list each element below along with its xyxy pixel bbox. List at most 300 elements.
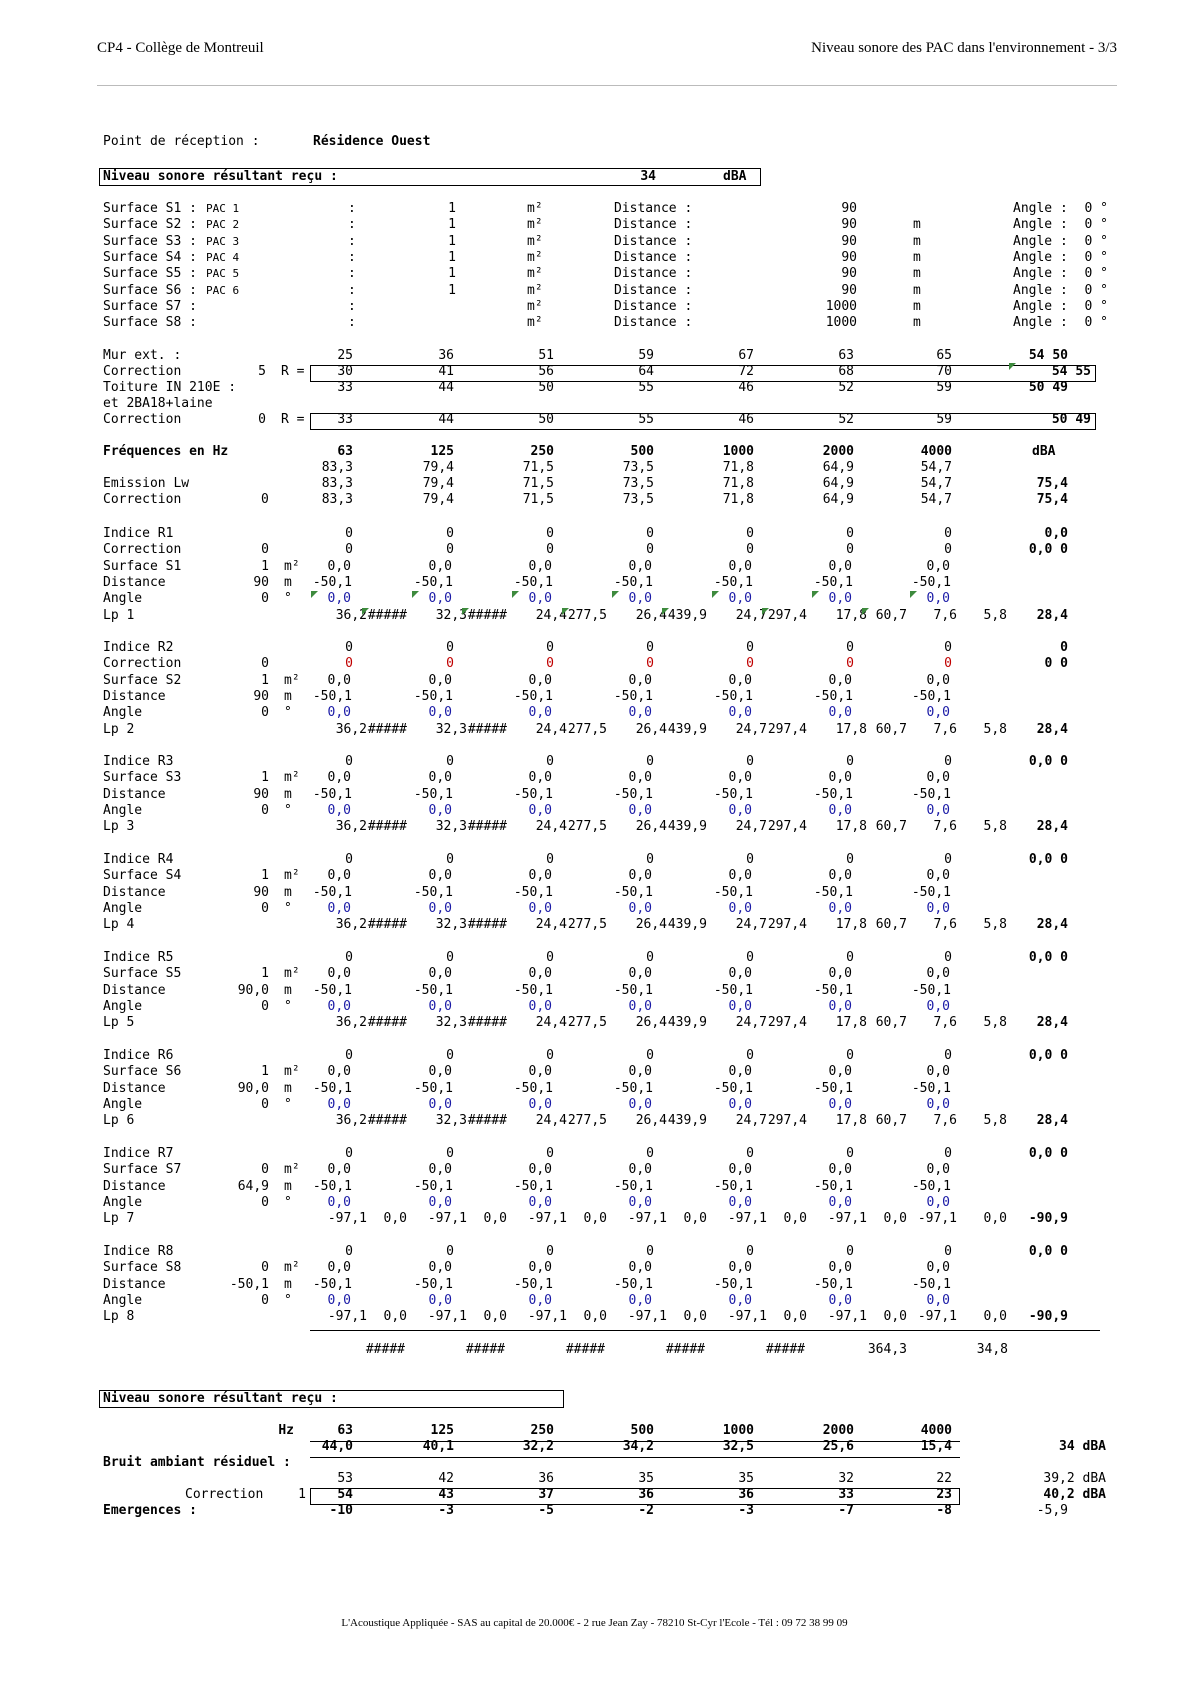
row-value: 0,0 <box>728 558 752 574</box>
row-value: 0 <box>446 542 454 558</box>
row-unit: m² <box>284 1162 300 1178</box>
lp-value: 0,0 <box>983 1211 1007 1227</box>
mur-value: 59 <box>638 348 654 363</box>
row-total: 0,0 0 <box>1028 1048 1068 1063</box>
emission-value: 54,7 <box>920 476 952 491</box>
summary-correction-num: 1 <box>298 1487 306 1502</box>
emission-total: 75,4 <box>1036 476 1068 491</box>
summary-correction-label: Correction <box>185 1487 264 1502</box>
lp-value: 0,0 <box>383 1309 407 1325</box>
row-value: 0,0 <box>628 1292 652 1308</box>
row-value: -50,1 <box>911 884 951 900</box>
lp-value: 26,4 <box>635 917 667 933</box>
row-value: -50,1 <box>312 1080 352 1096</box>
row-value: 0,0 <box>728 705 752 721</box>
summary-freq: 1000 <box>722 1423 754 1438</box>
table-bottom-rule <box>310 1330 1100 1331</box>
lp-value: ##### <box>367 721 407 737</box>
lp-value: 0,0 <box>583 1211 607 1227</box>
freq-correction-total: 75,4 <box>1036 492 1068 507</box>
row-value: 0 <box>546 1146 554 1161</box>
row-value: 0,0 <box>327 802 351 818</box>
row-unit: ° <box>284 705 292 721</box>
lp-value: 5,8 <box>983 607 1007 623</box>
mur-value: 63 <box>838 348 854 363</box>
row-value: -50,1 <box>613 1178 653 1194</box>
toiture-end: 50 49 <box>1028 380 1068 395</box>
row-label: Surface S5 <box>103 966 182 982</box>
summary-residual: 35 <box>738 1471 754 1486</box>
emission-value: 71,8 <box>722 476 754 491</box>
row-unit: m² <box>284 1260 300 1276</box>
surface-angle: 0 ° <box>1084 233 1108 249</box>
surface-distance: 90 <box>841 282 857 298</box>
row-value: 0,0 <box>528 900 552 916</box>
row-label: Distance <box>103 1276 166 1292</box>
footer: L'Acoustique Appliquée - SAS au capital de 20.000€ - 2 rue Jean Zay - 78210 St-Cyr l'Ecole - Tél : 09 72 38 99 09 <box>341 1617 848 1629</box>
row-value: 0,0 <box>728 672 752 688</box>
row-value: 0 <box>746 1146 754 1161</box>
mur-value: 65 <box>936 348 952 363</box>
surface-distance: 1000 <box>825 298 857 314</box>
surface-colon: : <box>348 201 356 216</box>
summary-level-rule <box>310 1457 960 1458</box>
row-unit: m <box>284 982 292 998</box>
row-label: Distance <box>103 1178 166 1194</box>
result-top-unit: dBA <box>723 169 747 184</box>
comment-marker-icon <box>562 608 569 615</box>
row-value: 0,0 <box>828 900 852 916</box>
surface-angle-label: Angle : <box>1013 266 1068 282</box>
lp-value: 7,6 <box>933 1113 957 1129</box>
comment-marker-icon <box>712 591 719 598</box>
row-label: Angle <box>103 1292 143 1308</box>
lp-value: ##### <box>367 1113 407 1129</box>
toiture-label-2: et 2BA18+laine <box>103 396 213 411</box>
lp-value: -97,1 <box>727 1211 767 1227</box>
lp-value: 24,7 <box>735 819 767 835</box>
row-value: 0,0 <box>428 1260 452 1276</box>
row-value: -50,1 <box>613 688 653 704</box>
surface-area: 1 <box>448 217 456 233</box>
summary-emergence-total: -5,9 <box>1036 1503 1068 1518</box>
row-total: 28,4 <box>1036 1113 1068 1129</box>
row-value: 0 <box>345 1146 353 1161</box>
row-value: 0,0 <box>828 705 852 721</box>
lp-value: 5,8 <box>983 819 1007 835</box>
mur-value: 67 <box>738 348 754 363</box>
row-value: 0 <box>446 950 454 965</box>
surface-distance: 1000 <box>825 315 857 331</box>
lp-value: 0,0 <box>683 1309 707 1325</box>
row-total: 28,4 <box>1036 607 1068 623</box>
row-value: -50,1 <box>513 1178 553 1194</box>
surface-area: 1 <box>448 201 456 216</box>
surface-angle: 0 ° <box>1084 217 1108 233</box>
row-value: 0,0 <box>828 1292 852 1308</box>
row-value: 0,0 <box>628 1096 652 1112</box>
surface-area: 1 <box>448 266 456 282</box>
row-value: 0,0 <box>628 1194 652 1210</box>
row-value: 0 <box>746 640 754 655</box>
correction2-value: 46 <box>738 412 754 427</box>
surface-area-unit: m² <box>527 217 543 233</box>
row-value: 0,0 <box>628 1260 652 1276</box>
row-label: Correction <box>103 542 182 558</box>
row-value: -50,1 <box>911 786 951 802</box>
summary-emergence: -8 <box>936 1503 952 1518</box>
lp-value: 0,0 <box>583 1309 607 1325</box>
row-num: 1 <box>261 868 269 884</box>
row-num: 90 <box>253 688 269 704</box>
freq-value: 4000 <box>920 444 952 459</box>
lp-value: -97,1 <box>627 1211 667 1227</box>
row-value: 0,0 <box>528 868 552 884</box>
row-value: 0,0 <box>628 900 652 916</box>
row-value: 0 <box>546 1048 554 1063</box>
row-total: 0,0 0 <box>1028 950 1068 965</box>
row-value: 0 <box>345 1048 353 1063</box>
row-value: 0,0 <box>628 672 652 688</box>
totals-value: ##### <box>465 1342 505 1357</box>
surface-pac: PAC 1 <box>206 202 240 215</box>
row-value: 0,0 <box>327 966 351 982</box>
row-total: -90,9 <box>1028 1309 1068 1325</box>
lp-value: 0,0 <box>383 1211 407 1227</box>
row-label: Indice R1 <box>103 526 174 541</box>
row-value: -50,1 <box>413 982 453 998</box>
row-value: -50,1 <box>312 786 352 802</box>
row-label: Lp 2 <box>103 721 135 737</box>
summary-residual-total: 39,2 dBA <box>1043 1471 1106 1486</box>
row-value: -50,1 <box>813 786 853 802</box>
row-label: Distance <box>103 1080 166 1096</box>
row-unit: ° <box>284 998 292 1014</box>
row-num: 64,9 <box>237 1178 269 1194</box>
lp-value: 17,8 <box>835 917 867 933</box>
freq-correction-num: 0 <box>261 492 269 507</box>
row-num: 0 <box>261 1292 269 1308</box>
row-num: 90 <box>253 786 269 802</box>
row-value: 0 <box>546 640 554 655</box>
row-num: 0 <box>261 1096 269 1112</box>
reception-label: Point de réception : <box>103 134 260 149</box>
lp-value: 7,6 <box>933 917 957 933</box>
row-value: 0 <box>846 542 854 558</box>
surface-angle: 0 ° <box>1084 266 1108 282</box>
lp-value: -97,1 <box>527 1309 567 1325</box>
lp-value: 0,0 <box>883 1211 907 1227</box>
row-unit: m² <box>284 770 300 786</box>
emission-value: 73,5 <box>622 476 654 491</box>
emission-value: 79,4 <box>422 476 454 491</box>
row-value: 0 <box>746 542 754 558</box>
row-num: 90,0 <box>237 1080 269 1096</box>
correction2-box <box>310 413 1096 430</box>
freq-value: 63 <box>337 444 353 459</box>
row-value: 0 <box>646 526 654 541</box>
row-value: 0,0 <box>728 900 752 916</box>
lp-value: 60,7 <box>875 917 907 933</box>
row-unit: ° <box>284 1292 292 1308</box>
comment-marker-icon <box>412 591 419 598</box>
lp-value: 24,7 <box>735 721 767 737</box>
row-value: 0,0 <box>828 770 852 786</box>
lp-value: -97,1 <box>827 1211 867 1227</box>
row-value: 0 <box>944 542 952 558</box>
row-value: 0,0 <box>327 868 351 884</box>
summary-emergence: -7 <box>838 1503 854 1518</box>
summary-freq: 125 <box>430 1423 454 1438</box>
row-total: 0,0 0 <box>1028 542 1068 558</box>
row-value: 0,0 <box>428 1096 452 1112</box>
row-value: 0,0 <box>327 705 351 721</box>
freq-correction-value: 54,7 <box>920 492 952 507</box>
surface-distance-label: Distance : <box>614 266 693 282</box>
row-value: 0,0 <box>327 1260 351 1276</box>
mur-value: 36 <box>438 348 454 363</box>
row-value: 0 <box>546 950 554 965</box>
row-value: 0,0 <box>327 1162 351 1178</box>
row-unit: m <box>284 1178 292 1194</box>
summary-level: 32,2 <box>522 1439 554 1454</box>
freq-value: 250 <box>530 444 554 459</box>
result-top-label: Niveau sonore résultant reçu : <box>103 169 338 184</box>
row-label: Surface S2 <box>103 672 182 688</box>
lp-value: -97,1 <box>327 1309 367 1325</box>
emission-label: Emission Lw <box>103 476 190 491</box>
correction-value: 64 <box>638 364 654 379</box>
row-value: 0,0 <box>926 966 950 982</box>
summary-level: 25,6 <box>822 1439 854 1454</box>
comment-marker-icon <box>910 591 917 598</box>
row-value: -50,1 <box>713 574 753 590</box>
row-value: 0 <box>944 656 952 672</box>
row-value: 0,0 <box>428 900 452 916</box>
lp-value: 17,8 <box>835 1015 867 1031</box>
correction2-label: Correction <box>103 412 182 427</box>
lp-value: 277,5 <box>567 721 607 737</box>
lp-value: 32,3 <box>435 1015 467 1031</box>
row-value: 0 <box>746 852 754 867</box>
row-unit: ° <box>284 1194 292 1210</box>
row-value: 0,0 <box>327 1096 351 1112</box>
summary-residual: 53 <box>337 1471 353 1486</box>
row-value: -50,1 <box>613 786 653 802</box>
summary-level: 32,5 <box>722 1439 754 1454</box>
surface-angle-label: Angle : <box>1013 233 1068 249</box>
lp-value: 24,4 <box>535 819 567 835</box>
surface-pac: PAC 2 <box>206 218 240 232</box>
row-num: 0 <box>261 1162 269 1178</box>
row-value: -50,1 <box>413 1276 453 1292</box>
lp-value: 7,6 <box>933 721 957 737</box>
row-value: 0,0 <box>327 672 351 688</box>
row-value: -50,1 <box>413 786 453 802</box>
row-value: 0 <box>846 1048 854 1063</box>
surface-label: Surface S1 : <box>103 201 197 216</box>
freq-unit: dBA <box>1032 444 1056 459</box>
row-value: 0,0 <box>926 558 950 574</box>
correction-value: 30 <box>337 364 353 379</box>
row-value: 0 <box>446 1146 454 1161</box>
row-value: 0,0 <box>828 1064 852 1080</box>
lp-value: 0,0 <box>883 1309 907 1325</box>
surface-distance-label: Distance : <box>614 249 693 265</box>
row-value: 0,0 <box>728 802 752 818</box>
row-value: 0,0 <box>828 868 852 884</box>
row-value: 0,0 <box>327 1064 351 1080</box>
freq-value: 1000 <box>722 444 754 459</box>
lp-value: 26,4 <box>635 1113 667 1129</box>
correction2-end: 50 49 <box>1051 412 1091 427</box>
row-value: 0 <box>345 852 353 867</box>
correction2-value: 52 <box>838 412 854 427</box>
row-value: 0 <box>944 754 952 769</box>
surface-angle: 0 ° <box>1084 298 1108 314</box>
correction-value: 56 <box>538 364 554 379</box>
summary-level: 44,0 <box>321 1439 353 1454</box>
row-value: 0,0 <box>428 672 452 688</box>
row-num: 0 <box>261 900 269 916</box>
correction-value: 70 <box>936 364 952 379</box>
surface-colon: : <box>348 298 356 314</box>
row-value: 0,0 <box>926 1292 950 1308</box>
lp-value: ##### <box>467 819 507 835</box>
row-value: 0,0 <box>828 1096 852 1112</box>
row-value: -50,1 <box>911 1080 951 1096</box>
row-value: -50,1 <box>413 1080 453 1096</box>
surface-area-unit: m² <box>527 298 543 314</box>
lp-value: 32,3 <box>435 917 467 933</box>
row-value: -50,1 <box>613 884 653 900</box>
row-num: 90 <box>253 884 269 900</box>
row-value: 0,0 <box>528 672 552 688</box>
row-value: 0,0 <box>728 998 752 1014</box>
row-value: -50,1 <box>713 786 753 802</box>
row-value: 0,0 <box>828 966 852 982</box>
comment-marker-icon <box>362 608 369 615</box>
lp-value: 7,6 <box>933 819 957 835</box>
row-total: 0,0 0 <box>1028 754 1068 769</box>
row-value: 0 <box>646 656 654 672</box>
comment-marker-icon <box>862 608 869 615</box>
row-value: 0 <box>446 1244 454 1259</box>
row-total: 0,0 0 <box>1028 1244 1068 1259</box>
correction2-value: 33 <box>337 412 353 427</box>
row-unit: m² <box>284 672 300 688</box>
row-unit: m² <box>284 966 300 982</box>
r-label: R = <box>281 364 305 379</box>
totals-value: ##### <box>765 1342 805 1357</box>
row-value: 0,0 <box>926 1096 950 1112</box>
row-value: 0 <box>746 754 754 769</box>
row-value: 0 <box>846 1244 854 1259</box>
row-value: 0,0 <box>728 966 752 982</box>
lp-value: 0,0 <box>783 1309 807 1325</box>
row-value: 0,0 <box>728 1162 752 1178</box>
summary-emergence: -10 <box>329 1503 353 1518</box>
row-value: 0 <box>345 656 353 672</box>
summary-residual: 32 <box>838 1471 854 1486</box>
row-value: 0,0 <box>528 1162 552 1178</box>
surface-distance: 90 <box>841 217 857 233</box>
row-value: 0,0 <box>528 1064 552 1080</box>
row-value: 0,0 <box>926 900 950 916</box>
freq-row0-value: 71,8 <box>722 460 754 475</box>
surface-angle-label: Angle : <box>1013 282 1068 298</box>
row-value: 0 <box>345 754 353 769</box>
lp-value: 36,2 <box>335 1015 367 1031</box>
row-value: 0,0 <box>428 868 452 884</box>
freq-correction-value: 71,5 <box>522 492 554 507</box>
row-total: 28,4 <box>1036 1015 1068 1031</box>
emission-value: 83,3 <box>321 476 353 491</box>
row-value: 0,0 <box>327 591 351 607</box>
row-value: 0 <box>446 526 454 541</box>
row-value: 0 <box>746 526 754 541</box>
freq-value: 125 <box>430 444 454 459</box>
row-value: -50,1 <box>813 1080 853 1096</box>
surface-colon: : <box>348 233 356 249</box>
lp-value: 24,7 <box>735 1015 767 1031</box>
row-unit: m² <box>284 868 300 884</box>
row-value: 0,0 <box>828 1260 852 1276</box>
row-value: 0,0 <box>428 558 452 574</box>
lp-value: 36,2 <box>335 607 367 623</box>
row-value: 0,0 <box>327 998 351 1014</box>
correction-label: Correction <box>103 364 182 379</box>
lp-value: ##### <box>367 607 407 623</box>
lp-value: 24,7 <box>735 1113 767 1129</box>
lp-value: 24,4 <box>535 1015 567 1031</box>
header-rule <box>97 85 1117 86</box>
row-value: 0,0 <box>728 1292 752 1308</box>
freq-row0-value: 71,5 <box>522 460 554 475</box>
lp-value: -97,1 <box>427 1211 467 1227</box>
row-label: Surface S7 <box>103 1162 182 1178</box>
row-value: -50,1 <box>813 1178 853 1194</box>
lp-value: 32,3 <box>435 721 467 737</box>
row-value: 0,0 <box>926 998 950 1014</box>
row-value: 0,0 <box>428 770 452 786</box>
lp-value: 36,2 <box>335 917 367 933</box>
surface-colon: : <box>348 266 356 282</box>
r-label: R = <box>281 412 305 427</box>
row-num: 0 <box>261 1194 269 1210</box>
row-value: -50,1 <box>513 688 553 704</box>
freq-label: Fréquences en Hz <box>103 444 229 459</box>
comment-marker-icon <box>612 591 619 598</box>
lp-value: 26,4 <box>635 1015 667 1031</box>
lp-value: 5,8 <box>983 917 1007 933</box>
row-value: 0,0 <box>628 705 652 721</box>
surface-area: 1 <box>448 282 456 298</box>
lp-value: 32,3 <box>435 1113 467 1129</box>
row-unit: m <box>284 1276 292 1292</box>
correction2-value: 59 <box>936 412 952 427</box>
summary-corrected: 36 <box>638 1487 654 1502</box>
freq-correction-value: 71,8 <box>722 492 754 507</box>
row-value: 0,0 <box>828 672 852 688</box>
surface-distance-unit: m <box>913 298 921 314</box>
row-value: 0 <box>746 1048 754 1063</box>
row-label: Surface S4 <box>103 868 182 884</box>
row-value: 0,0 <box>528 1096 552 1112</box>
row-value: 0,0 <box>528 558 552 574</box>
summary-emergence-label: Emergences : <box>103 1503 197 1518</box>
surface-distance-label: Distance : <box>614 201 693 216</box>
